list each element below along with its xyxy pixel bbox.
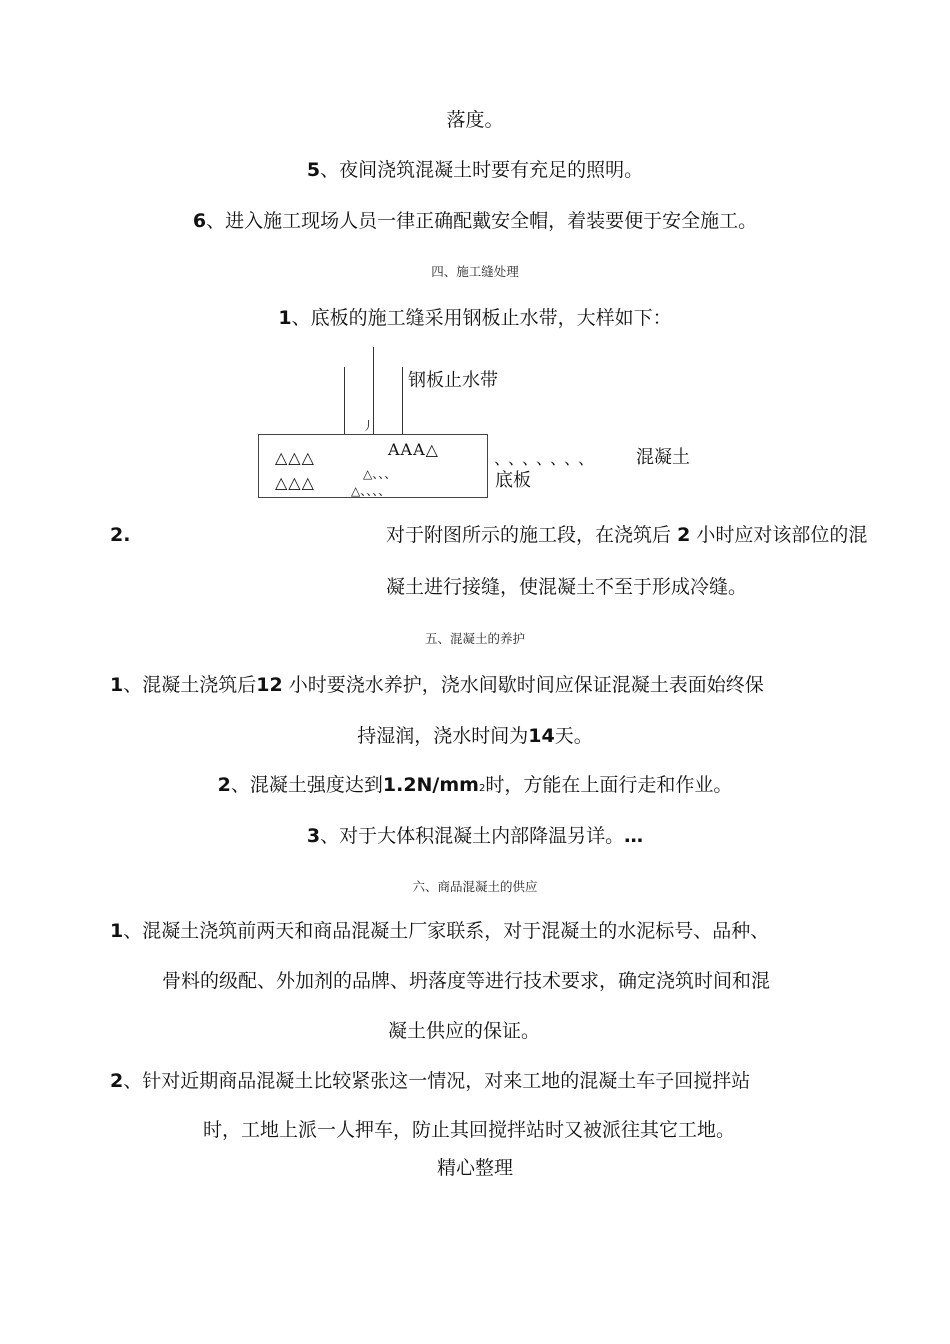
concrete-marks: 、、、、、、、 <box>494 449 601 468</box>
item-number: 2. <box>110 524 131 546</box>
text-line <box>0 209 950 233</box>
joint-diagram <box>258 345 718 505</box>
text-line: 3、对于大体积混凝土内部降温另详。… <box>306 825 644 847</box>
text-line: 2、针对近期商品混凝土比较紧张这一情况，对来工地的混凝土车子回搅拌站 <box>110 1070 751 1092</box>
text-line: 对于附图所示的施工段，在浇筑后 2 小时应对该部位的混 <box>386 524 868 546</box>
waterstop-label: 钢板止水带 <box>408 370 498 391</box>
aggregate-marks: △△△ <box>275 448 315 467</box>
text-line <box>0 158 950 182</box>
waterstop-hook: 丿 <box>362 419 375 433</box>
item-number: 1 <box>278 307 292 329</box>
section-heading: 五、混凝土的养护 <box>424 631 525 646</box>
text-line: 落度。 <box>446 109 504 131</box>
item-text: 、进入施工现场人员一律正确配戴安全帽，着装要便于安全施工。 <box>206 210 758 232</box>
waterstop-line-right <box>402 367 403 434</box>
aggregate-marks: △、、、、 <box>351 484 391 498</box>
page-footer: 精心整理 <box>436 1157 513 1179</box>
concrete-label: 混凝土 <box>636 447 690 468</box>
aggregate-marks: AAA△ <box>388 440 439 459</box>
text-line: 时，工地上派一人押车，防止其回搅拌站时又被派往其它工地。 <box>203 1119 736 1141</box>
text-line: 1、混凝土浇筑后12 小时要浇水养护，浇水间歇时间应保证混凝土表面始终保 <box>110 674 764 696</box>
text-line: 2、混凝土强度达到1.2N/mm2时，方能在上面行走和作业。 <box>217 774 733 796</box>
item-number: 5 <box>306 159 321 181</box>
section-heading: 六、商品混凝土的供应 <box>412 879 538 894</box>
text-line: 凝土进行接缝，使混凝土不至于形成冷缝。 <box>386 576 748 598</box>
slab-label: 底板 <box>495 470 531 491</box>
aggregate-marks: △△△ <box>275 473 315 492</box>
waterstop-line-left <box>344 367 345 434</box>
text-line <box>0 306 950 330</box>
text-line: 1、混凝土浇筑前两天和商品混凝土厂家联系，对于混凝土的水泥标号、品种、 <box>110 920 770 942</box>
text-line: 骨料的级配、外加剂的品牌、坍落度等进行技术要求，确定浇筑时间和混 <box>162 970 771 992</box>
item-number: 6 <box>192 210 207 232</box>
text-line: 凝土供应的保证。 <box>388 1020 541 1042</box>
aggregate-marks: △、、、 <box>363 467 397 481</box>
section-heading: 四、施工缝处理 <box>431 264 519 279</box>
item-text: 、底板的施工缝采用钢板止水带，大样如下： <box>291 307 672 329</box>
item-text: 、夜间浇筑混凝土时要有充足的照明。 <box>320 159 644 181</box>
text-line: 持湿润，浇水时间为14天。 <box>357 725 593 747</box>
